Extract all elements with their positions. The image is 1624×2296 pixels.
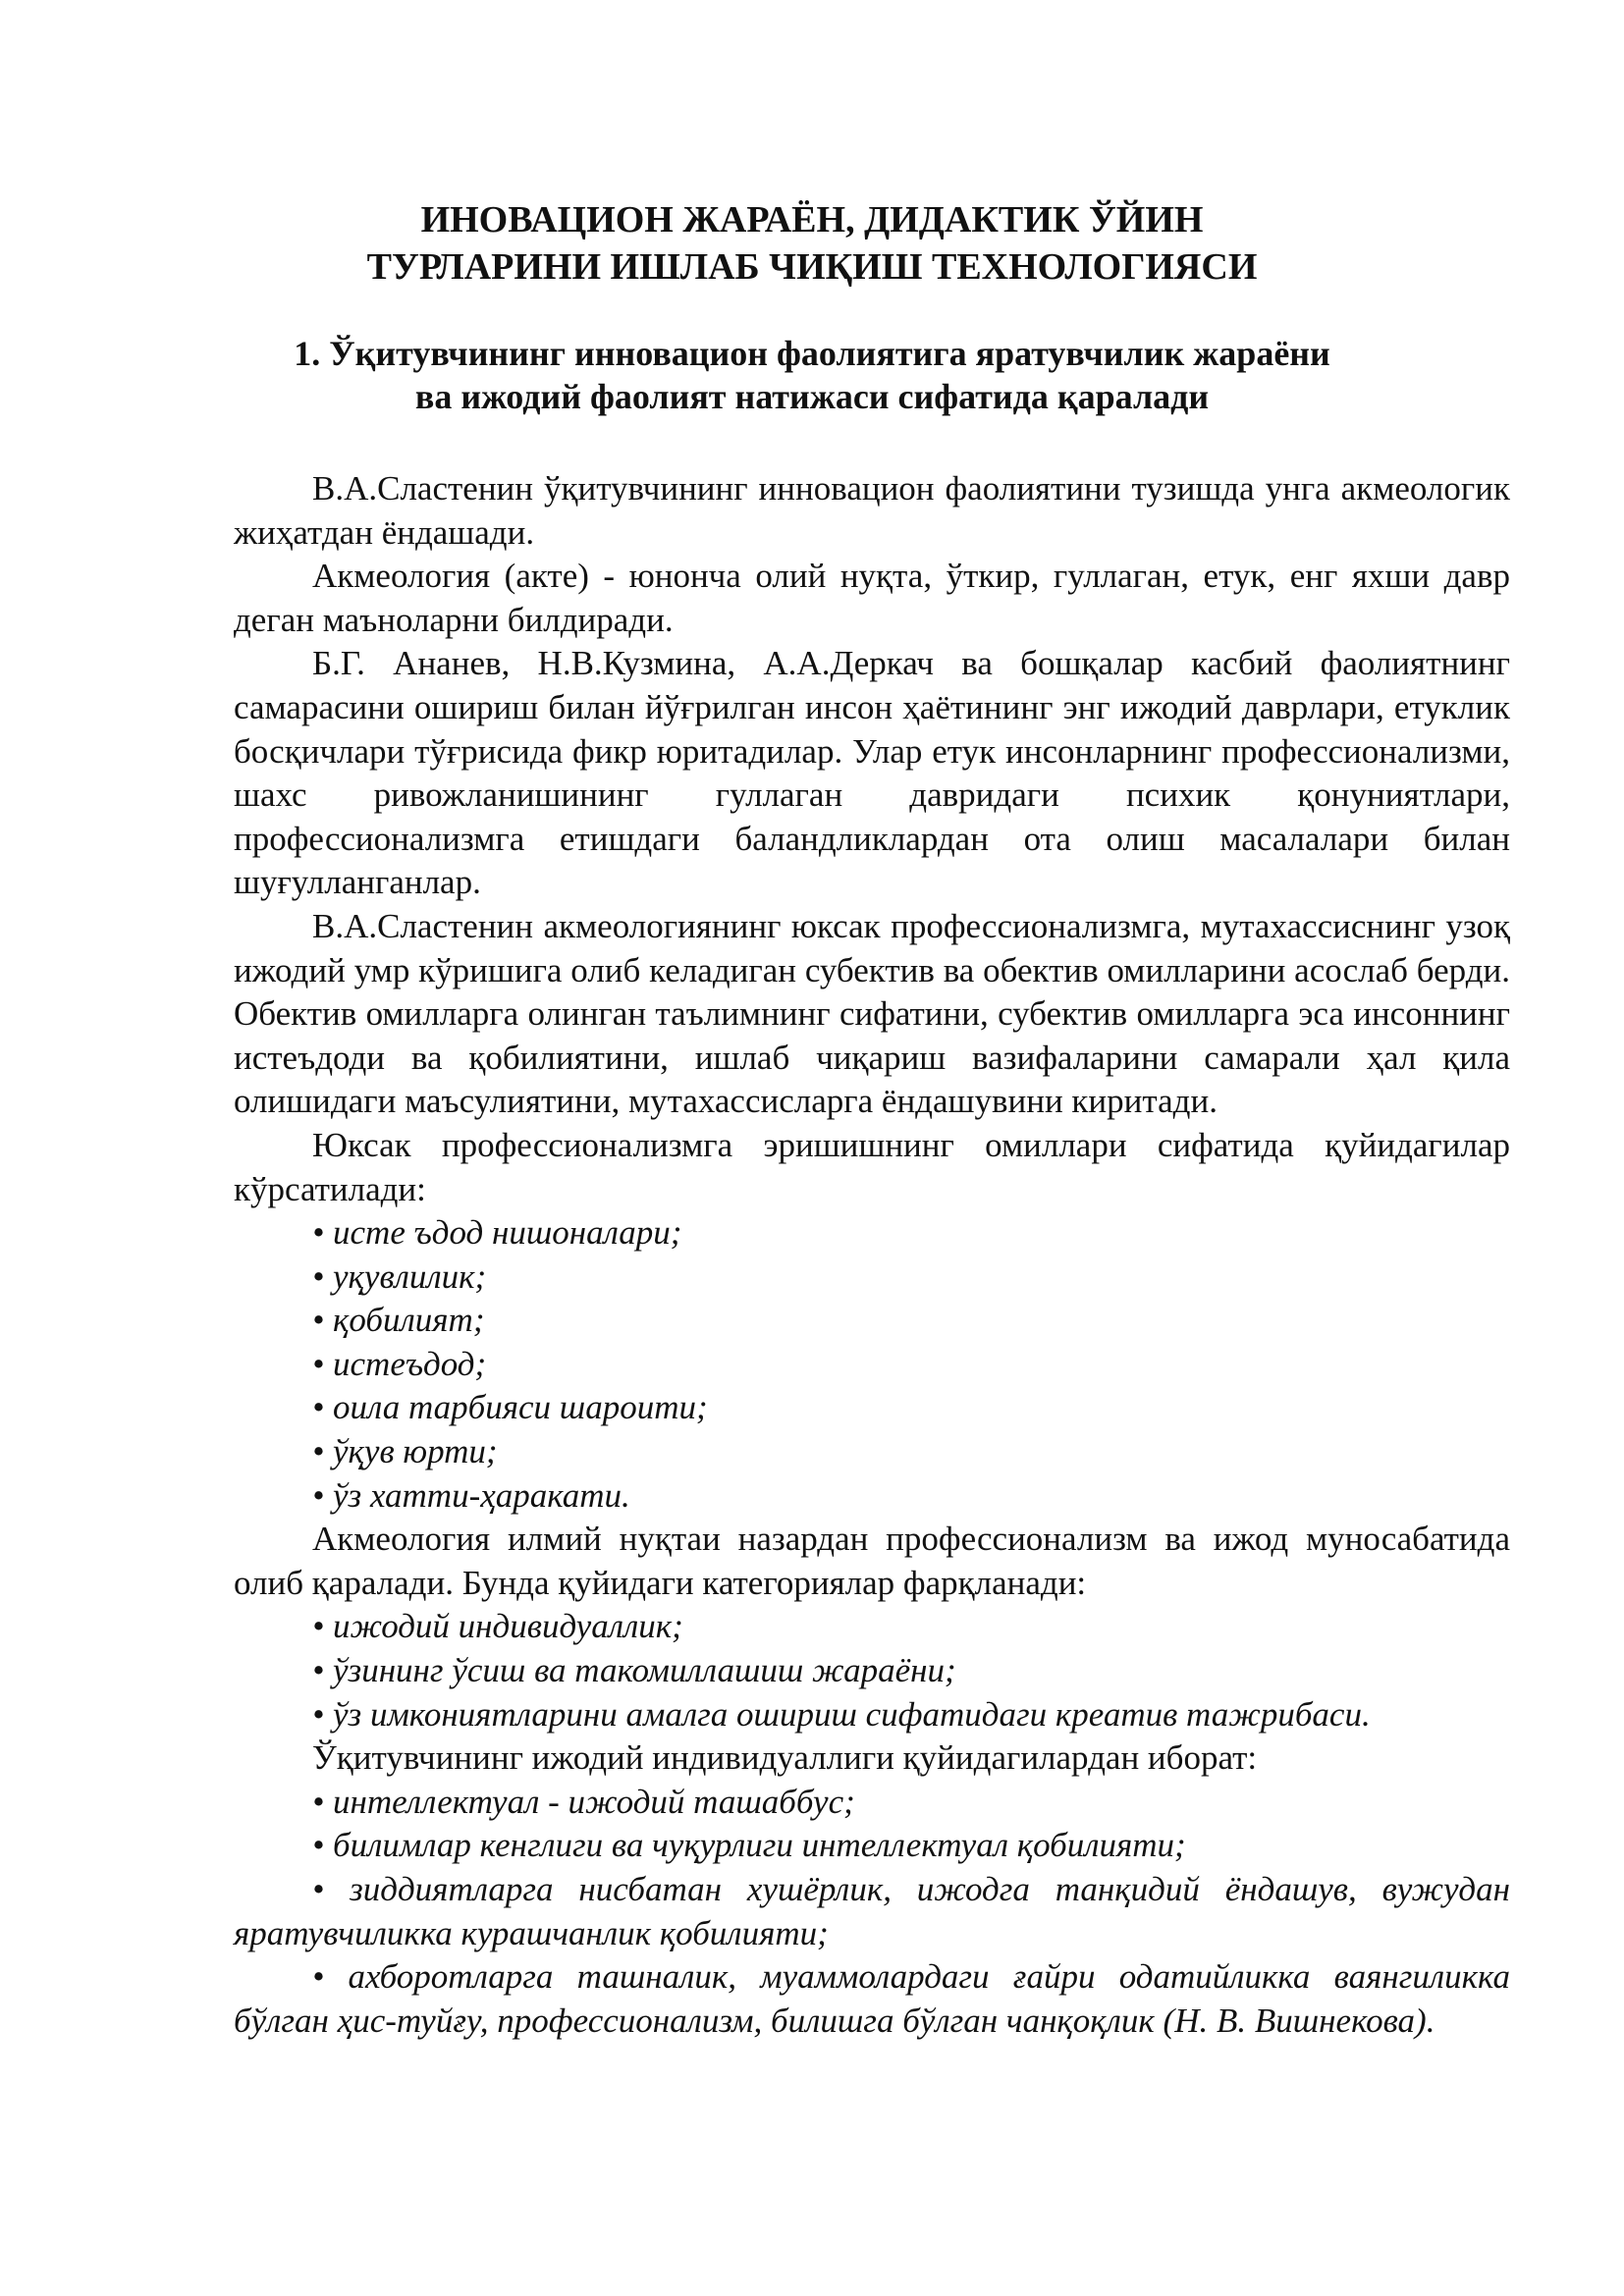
document-body [234,467,1510,2043]
paragraph-4: В.А.Сластенин акмеологиянинг юксак профессионализмга, мутахассиснинг узоқ ижодий умр кўришига олиб келадиган субектив ва обектив омилларини асослаб берди. Обектив омилларга олинган таълимнинг сифатини, субектив омилларга эса инсоннинг истеъдоди ва қобилиятини, ишлаб чиқариш вазифаларини самарали ҳал қила олишидаги маъсулиятини, мутахассисларга ёндашувини киритади. [234,906,1510,1121]
list-item: • ўз имкониятларини амалга ошириш сифатидаги креатив тажрибаси. [312,1694,1371,1734]
title-line-2: ТУРЛАРИНИ ИШЛАБ ЧИҚИШ ТЕХНОЛОГИЯСИ [366,246,1258,288]
list-item: • ўз хатти-ҳаракати. [312,1475,630,1515]
list-item: • интеллектуал - ижодий ташаббус; [312,1782,855,1821]
section-heading-line-2: ва ижодий фаолият натижаси сифатида қаралади [414,377,1210,416]
list-item: • ўзининг ўсиш ва такомиллашиш жараёни; [312,1651,956,1690]
list-item: • оила тарбияси шароити; [312,1388,708,1427]
paragraph-6: Акмеология илмий нуқтаи назардан профессионализм ва ижод муносабатида олиб қаралади. Бунда қуйидаги категориялар фарқланади: [234,1520,1510,1602]
list-item: • уқувлилик; [312,1256,487,1296]
factors-list [234,1211,1510,1518]
individuality-list [234,1781,1510,2044]
categories-list [234,1605,1510,1736]
list-item: • ахборотларга ташналик, муаммолардаги ғайри одатийликка ваянгиликка бўлган ҳис-туйғу, профессионализм, билишга бўлган чанқоқлик (Н. В. Вишнекова). [234,1957,1510,2040]
list-item: • ўқув юрти; [312,1432,498,1471]
title-line-1: ИНОВАЦИОН ЖАРАЁН, ДИДАКТИК ЎЙИН [420,199,1204,240]
paragraph-2: Акмеология (акте) - юнонча олий нуқта, ўткир, гуллаган, етук, енг яхши давр деган маъноларни билдиради. [234,557,1510,639]
paragraph-3: Б.Г. Ананев, Н.В.Кузмина, А.А.Деркач ва бошқалар касбий фаолиятнинг самарасини ошириш билан йўғрилган инсон ҳаётининг энг ижодий даврлари, етуклик босқичлари тўғрисида фикр юритадилар. Улар етук инсонларнинг профессионализми, шахс ривожланишининг гуллаган давридаги психик қонуниятлари, профессионализмга етишдаги баландликлардан ота олиш масалалари билан шуғулланганлар. [234,644,1510,902]
section-heading [0,332,1624,418]
list-item: • билимлар кенглиги ва чуқурлиги интеллектуал қобилияти; [312,1826,1186,1865]
list-item: • зиддиятларга нисбатан хушёрлик, ижодга танқидий ёндашув, вужудан яратувчиликка курашчанлик қобилияти; [234,1870,1510,1952]
list-item: • истеъдод; [312,1344,487,1383]
list-item: • қобилият; [312,1301,485,1340]
list-item: • ижодий индивидуаллик; [312,1607,683,1646]
document-title [0,196,1624,291]
section-heading-line-1: 1. Ўқитувчининг инновацион фаолиятига яратувчилик жараёни [294,334,1330,373]
list-item: • исте ъдод нишоналари; [312,1213,682,1253]
paragraph-5: Юксак профессионализмга эришишнинг омиллари сифатида қуйидагилар кўрсатилади: [234,1125,1510,1208]
paragraph-1: В.А.Сластенин ўқитувчининг инновацион фаолиятини тузишда унга акмеологик жиҳатдан ёндашади. [234,469,1510,552]
paragraph-7: Ўқитувчининг ижодий индивидуаллиги қуйидагилардан иборат: [312,1738,1258,1778]
